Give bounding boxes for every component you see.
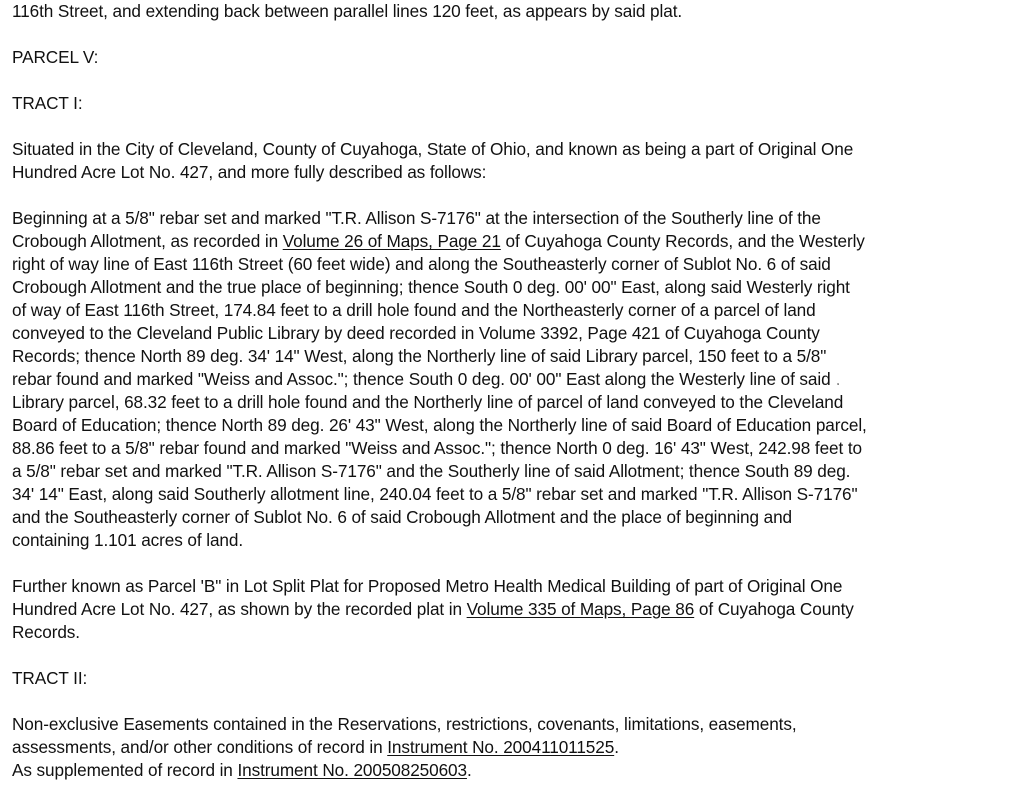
line-text: Records. [12, 622, 80, 642]
line-text: assessments, and/or other conditions of record in [12, 737, 388, 757]
text-line [12, 713, 1017, 736]
line-text: right of way line of East 116th Street (60 feet wide) and along the Southeasterly corner of Sublot No. 6 of said [12, 254, 831, 274]
line-text: TRACT I: [12, 93, 83, 113]
text-line [12, 598, 1017, 621]
line-text: Hundred Acre Lot No. 427, and more fully described as follows: [12, 162, 487, 182]
line-text: Crobough Allotment, as recorded in [12, 231, 283, 251]
text-line [12, 391, 1017, 414]
blank-line [12, 690, 1017, 713]
recording-reference: Instrument No. 200411011525 [387, 737, 615, 757]
text-line [12, 460, 1017, 483]
line-text: rebar found and marked "Weiss and Assoc."; thence South 0 deg. 00' 00" East along the Westerly line of said [12, 369, 836, 389]
text-line [12, 368, 1017, 391]
text-line [12, 759, 1017, 782]
line-text: . [614, 737, 619, 757]
line-text: of Cuyahoga County Records, and the Westerly [500, 231, 865, 251]
text-line [12, 253, 1017, 276]
text-line [12, 207, 1017, 230]
line-text: Hundred Acre Lot No. 427, as shown by the recorded plat in [12, 599, 467, 619]
text-line [12, 483, 1017, 506]
line-text: Further known as Parcel 'B" in Lot Split Plat for Proposed Metro Health Medical Building of part of Original One [12, 576, 843, 596]
text-line [12, 345, 1017, 368]
blank-line [12, 115, 1017, 138]
text-line [12, 276, 1017, 299]
text-line [12, 667, 1017, 690]
text-line [12, 575, 1017, 598]
line-text: PARCEL V: [12, 47, 99, 67]
line-text: 34' 14" East, along said Southerly allotment line, 240.04 feet to a 5/8" rebar set and marked "T.R. Allison S-7176" [12, 484, 858, 504]
text-line [12, 230, 1017, 253]
line-text: Beginning at a 5/8" rebar set and marked "T.R. Allison S-7176" at the intersection of the Southerly line of the [12, 208, 821, 228]
line-text: a 5/8" rebar set and marked "T.R. Allison S-7176" and the Southerly line of said Allotment; thence South 89 deg. [12, 461, 851, 481]
line-text: 116th Street, and extending back between parallel lines 120 feet, as appears by said plat. [12, 1, 683, 21]
text-line [12, 506, 1017, 529]
blank-line [12, 552, 1017, 575]
line-text: As supplemented of record in [12, 760, 238, 780]
text-line [12, 138, 1017, 161]
text-line [12, 437, 1017, 460]
blank-line [12, 23, 1017, 46]
text-line [12, 92, 1017, 115]
line-text: TRACT II: [12, 668, 88, 688]
blank-line [12, 69, 1017, 92]
line-text: Board of Education; thence North 89 deg. 26' 43" West, along the Northerly line of said Board of Education parcel, [12, 415, 867, 435]
line-text: conveyed to the Cleveland Public Library by deed recorded in Volume 3392, Page 421 of Cuyahoga County [12, 323, 820, 343]
line-text: of way of East 116th Street, 174.84 feet to a drill hole found and the Northeasterly corner of a parcel of land [12, 300, 816, 320]
line-text: containing 1.101 acres of land. [12, 530, 244, 550]
text-line [12, 736, 1017, 759]
blank-line [12, 644, 1017, 667]
recording-reference: Volume 335 of Maps, Page 86 [466, 599, 695, 619]
text-line [12, 161, 1017, 184]
line-text: Situated in the City of Cleveland, County of Cuyahoga, State of Ohio, and known as being a part of Original One [12, 139, 854, 159]
text-line [12, 322, 1017, 345]
line-text: of Cuyahoga County [694, 599, 854, 619]
line-text: 88.86 feet to a 5/8" rebar found and marked "Weiss and Assoc."; thence North 0 deg. 16' 43" West, 242.98 feet to [12, 438, 862, 458]
line-text: Records; thence North 89 deg. 34' 14" West, along the Northerly line of said Library parcel, 150 feet to a 5/8" [12, 346, 827, 366]
line-text: Non-exclusive Easements contained in the Reservations, restrictions, covenants, limitations, easements, [12, 714, 797, 734]
line-text: Library parcel, 68.32 feet to a drill hole found and the Northerly line of parcel of land conveyed to the Cleveland [12, 392, 844, 412]
text-line [12, 529, 1017, 552]
document-page [12, 0, 1017, 782]
recording-reference: Instrument No. 200508250603 [237, 760, 467, 780]
recording-reference: Volume 26 of Maps, Page 21 [282, 231, 501, 251]
text-line [12, 0, 1017, 23]
text-line [12, 414, 1017, 437]
line-text: and the Southeasterly corner of Sublot No. 6 of said Crobough Allotment and the place of beginning and [12, 507, 793, 527]
text-line [12, 299, 1017, 322]
blank-line [12, 184, 1017, 207]
line-text: Crobough Allotment and the true place of beginning; thence South 0 deg. 00' 00" East, along said Westerly right [12, 277, 850, 297]
text-line [12, 46, 1017, 69]
text-line [12, 621, 1017, 644]
line-text: . [466, 760, 472, 780]
stray-mark: ¸ [836, 374, 840, 385]
